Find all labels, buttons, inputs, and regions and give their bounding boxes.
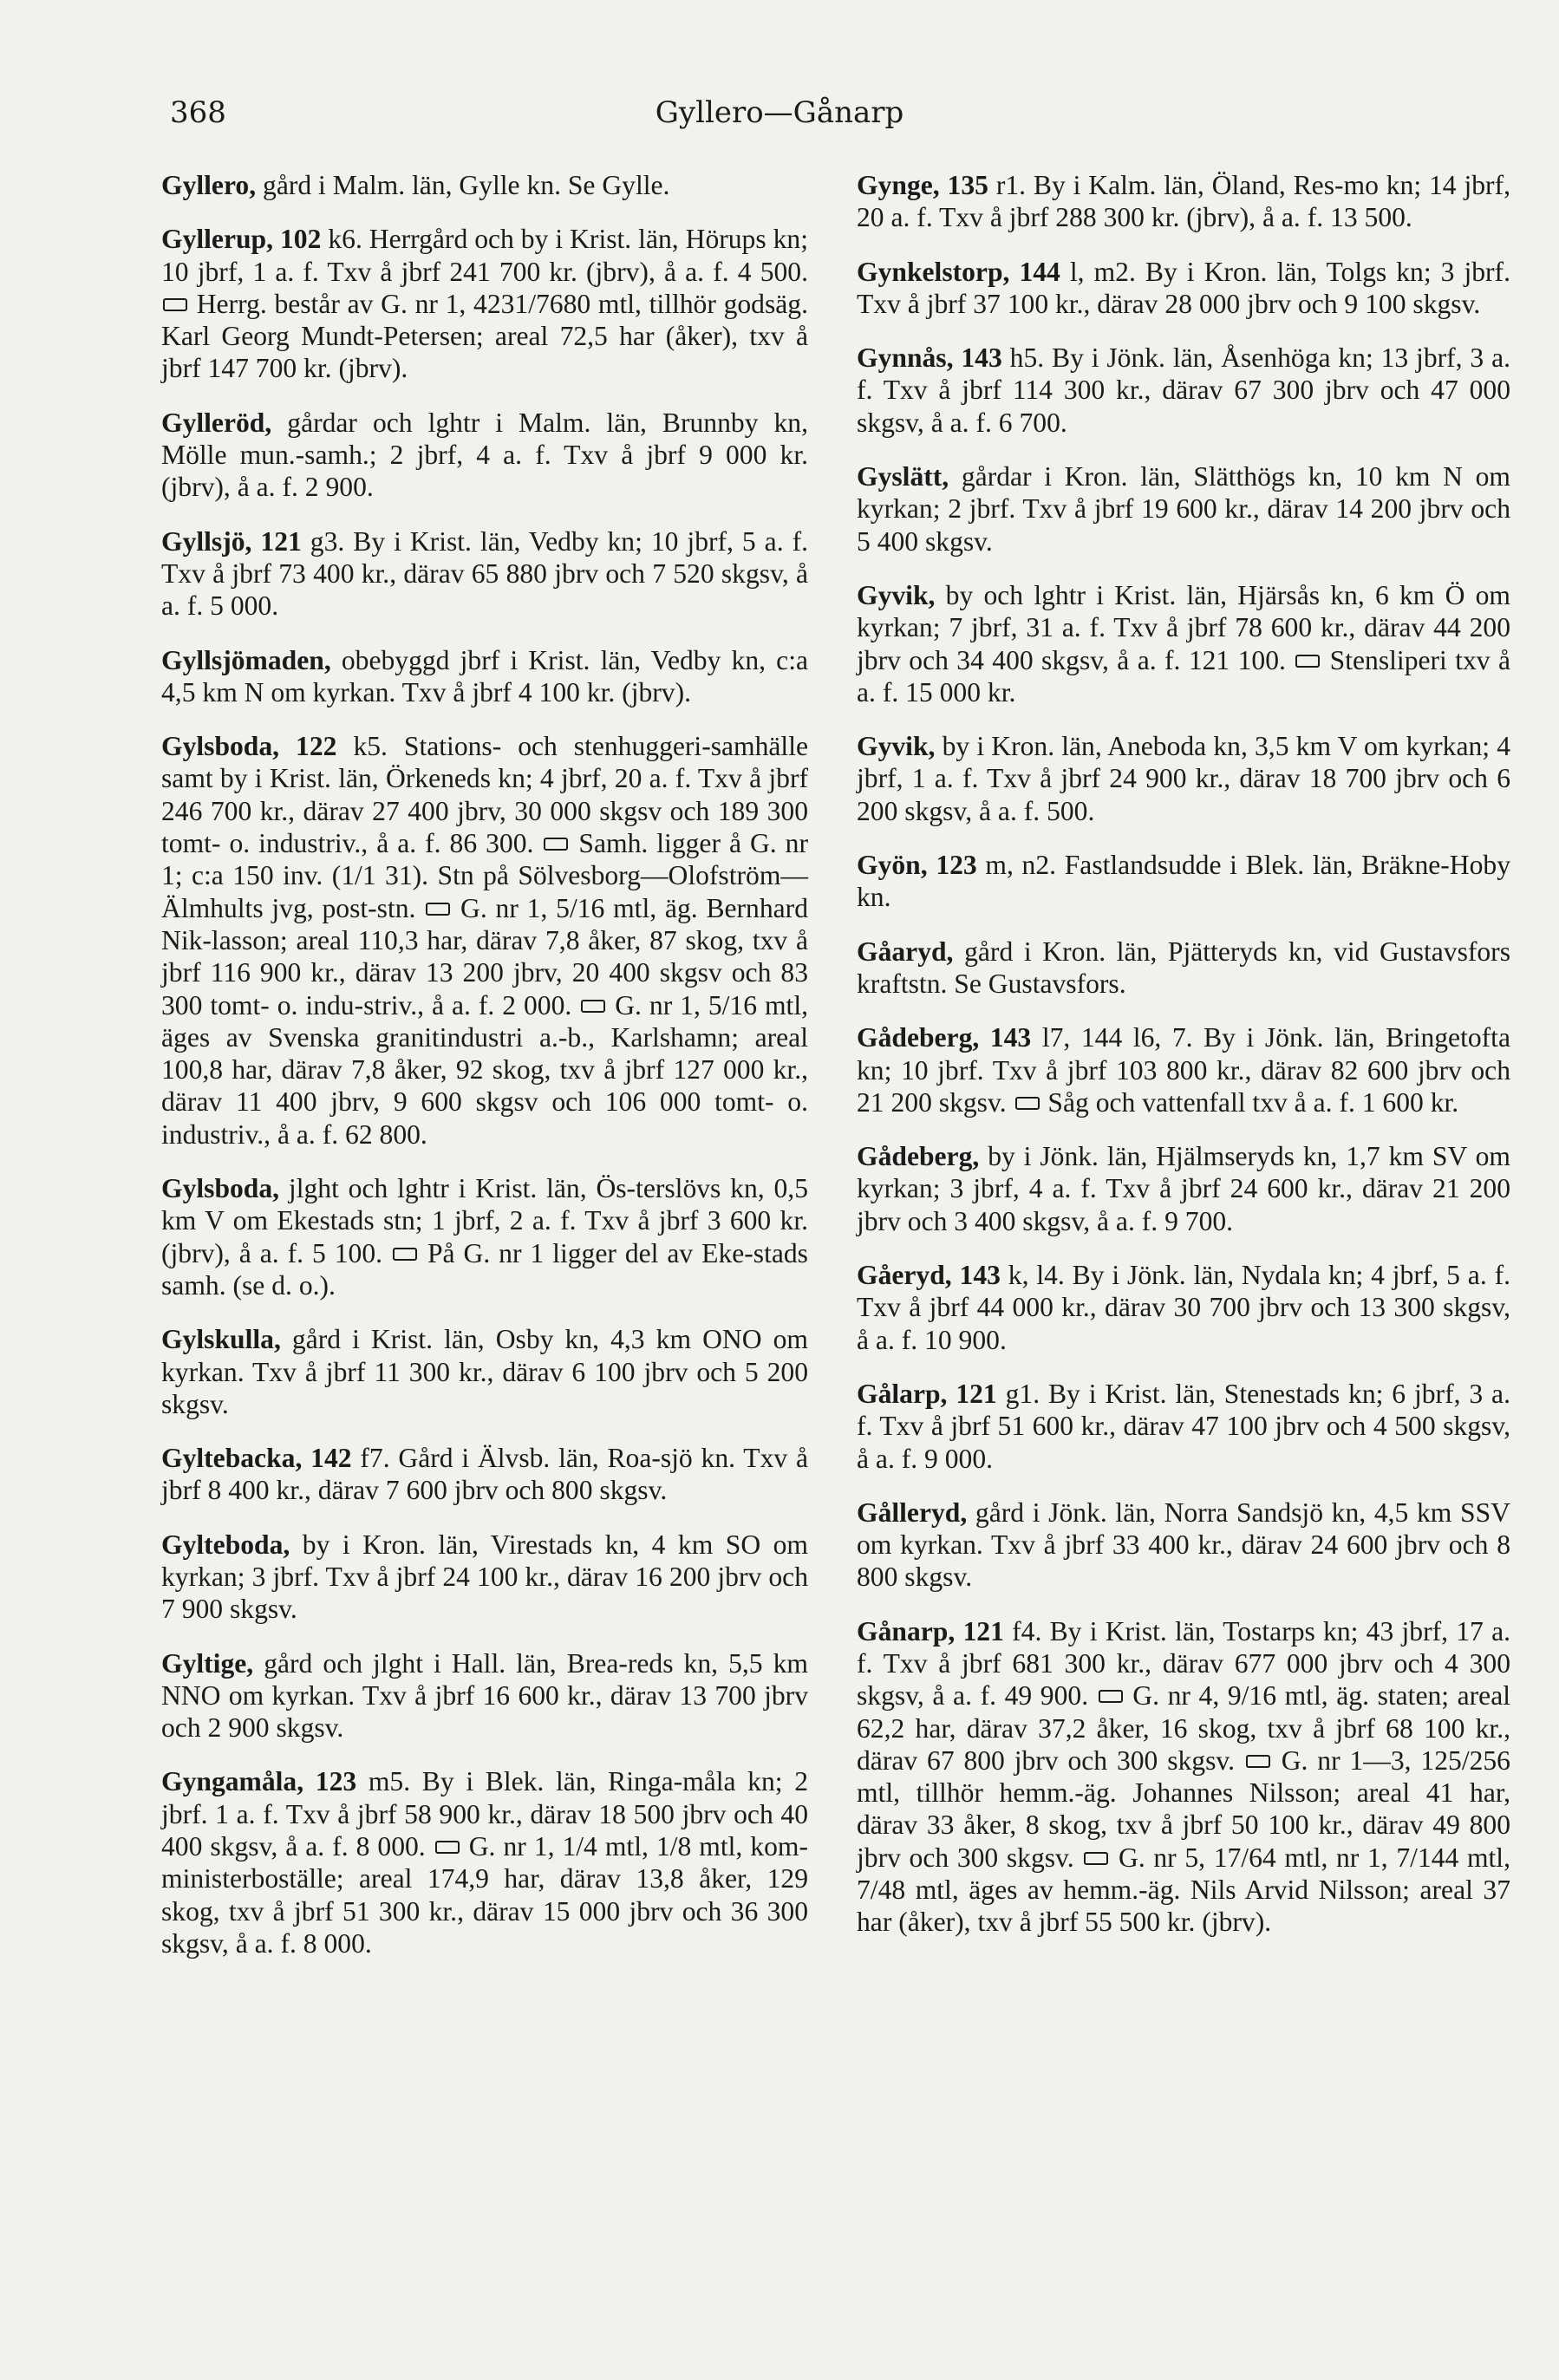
entry-headword: Gylskulla, bbox=[161, 1324, 281, 1355]
gazetteer-entry bbox=[161, 1442, 808, 1507]
gazetteer-entry bbox=[161, 644, 808, 709]
entry-text: jlght och lghtr i Krist. län, Ös-terslövs kn, 0,5 km V om Ekestads stn; 1 jbrf, 2 a. f. Txv å jbrf 3 600 kr. (jbrv), å a. f. 5 100. På G. nr 1 ligger del av Eke-stads samh. (se d. o.). bbox=[161, 1173, 808, 1301]
gazetteer-entry bbox=[161, 1529, 808, 1626]
entry-headword: Gådeberg, 143 bbox=[857, 1022, 1032, 1053]
entry-headword: Gynkelstorp, 144 bbox=[857, 256, 1060, 287]
entry-text: by i Jönk. län, Hjälmseryds kn, 1,7 km SV om kyrkan; 3 jbrf, 4 a. f. Txv å jbrf 24 600 kr., därav 21 200 jbrv och 3 400 skgsv, å a. f. 9 700. bbox=[857, 1141, 1510, 1236]
page-header bbox=[0, 95, 1559, 139]
entry-text: by i Kron. län, Aneboda kn, 3,5 km V om kyrkan; 4 jbrf, 1 a. f. Txv å jbrf 24 900 kr., därav 18 700 jbrv och 6 200 skgsv, å a. f. 500. bbox=[857, 731, 1510, 826]
gazetteer-entry bbox=[161, 1647, 808, 1744]
entry-headword: Gåaryd, bbox=[857, 936, 954, 967]
gazetteer-entry bbox=[857, 169, 1510, 234]
gazetteer-entry bbox=[161, 1765, 808, 1959]
entry-headword: Gyvik, bbox=[857, 579, 936, 610]
entry-text: l, m2. By i Kron. län, Tolgs kn; 3 jbrf. Txv å jbrf 37 100 kr., därav 28 000 jbrv och 9 100 skgsv. bbox=[857, 256, 1510, 319]
section-symbol-icon bbox=[426, 903, 450, 916]
entry-headword: Gyltebacka, 142 bbox=[161, 1443, 352, 1474]
gazetteer-entry bbox=[857, 1496, 1510, 1594]
section-symbol-icon bbox=[544, 838, 568, 851]
entry-text: l7, 144 l6, 7. By i Jönk. län, Bringetofta kn; 10 jbrf. Txv å jbrf 103 800 kr., därav 82 600 jbrv och 21 200 skgsv. Såg och vattenfall txv å a. f. 1 600 kr. bbox=[857, 1022, 1510, 1118]
running-head: Gyllero—Gånarp bbox=[655, 95, 904, 130]
gazetteer-entry bbox=[857, 1021, 1510, 1118]
gazetteer-entry bbox=[161, 169, 808, 201]
gazetteer-entry bbox=[857, 342, 1510, 439]
gazetteer-entry bbox=[857, 936, 1510, 1001]
entry-text: gård och jlght i Hall. län, Brea-reds kn, 5,5 km NNO om kyrkan. Txv å jbrf 16 600 kr., därav 13 700 jbrv och 2 900 skgsv. bbox=[161, 1647, 808, 1744]
entry-headword: Gålarp, 121 bbox=[857, 1378, 997, 1409]
entry-text: gård i Jönk. län, Norra Sandsjö kn, 4,5 km SSV om kyrkan. Txv å jbrf 33 400 kr., därav 24 600 jbrv och 8 800 skgsv. bbox=[857, 1496, 1510, 1593]
entry-headword: Gylsboda, 122 bbox=[161, 731, 337, 762]
entry-text: by i Kron. län, Virestads kn, 4 km SO om kyrkan; 3 jbrf. Txv å jbrf 24 100 kr., därav 16 200 jbrv och 7 900 skgsv. bbox=[161, 1529, 808, 1625]
entry-headword: Gyllsjömaden, bbox=[161, 644, 331, 675]
entry-text: r1. By i Kalm. län, Öland, Res-mo kn; 14 jbrf, 20 a. f. Txv å jbrf 288 300 kr. (jbrv), å a. f. 13 500. bbox=[857, 170, 1510, 233]
entry-headword: Gyngamåla, 123 bbox=[161, 1766, 357, 1797]
section-symbol-icon bbox=[581, 1000, 605, 1013]
gazetteer-entry bbox=[161, 223, 808, 384]
entry-headword: Gånarp, 121 bbox=[857, 1615, 1004, 1646]
gazetteer-entry bbox=[161, 525, 808, 623]
entry-headword: Gådeberg, bbox=[857, 1141, 980, 1172]
gazetteer-entry bbox=[857, 849, 1510, 914]
entry-text: g3. By i Krist. län, Vedby kn; 10 jbrf, 5 a. f. Txv å jbrf 73 400 kr., därav 65 880 jbrv och 7 520 skgsv, å a. f. 5 000. bbox=[161, 525, 808, 622]
entry-text: m, n2. Fastlandsudde i Blek. län, Bräkne-Hoby kn. bbox=[857, 850, 1510, 913]
entry-text: f7. Gård i Älvsb. län, Roa-sjö kn. Txv å jbrf 8 400 kr., därav 7 600 jbrv och 800 skgsv. bbox=[161, 1443, 808, 1506]
gazetteer-entry bbox=[161, 1172, 808, 1301]
entry-text: k, l4. By i Jönk. län, Nydala kn; 4 jbrf, 5 a. f. Txv å jbrf 44 000 kr., därav 30 700 jbrv och 13 300 skgsv, å a. f. 10 900. bbox=[857, 1260, 1510, 1355]
entry-headword: Gyön, 123 bbox=[857, 850, 977, 881]
section-symbol-icon bbox=[435, 1841, 460, 1854]
entry-text: f4. By i Krist. län, Tostarps kn; 43 jbrf, 17 a. f. Txv å jbrf 681 300 kr., därav 677 000 jbrv och 4 300 skgsv, å a. f. 49 900. G. nr 4, 9/16 mtl, äg. staten; areal 62,2 har, därav 37,2 åker, 16 skog, txv å jbrf 68 100 kr., därav 67 800 jbrv och 300 skgsv. G. nr 1—3, 125/256 mtl, tillhör hemm.-äg. Johannes Nilsson; areal 41 har, därav 33 åker, 8 skog, txv å jbrf 50 100 kr., därav 49 800 jbrv och 300 skgsv. G. nr 5, 17/64 mtl, nr 1, 7/144 mtl, 7/48 mtl, äges av hemm.-äg. Nils Arvid Nilsson; areal 37 har (åker), txv å jbrf 55 500 kr. (jbrv). bbox=[857, 1615, 1511, 1938]
entry-headword: Gylteboda, bbox=[161, 1529, 290, 1560]
page-number: 368 bbox=[170, 95, 226, 130]
entry-text: by och lghtr i Krist. län, Hjärsås kn, 6 km Ö om kyrkan; 7 jbrf, 31 a. f. Txv å jbrf 78 600 kr., därav 44 200 jbrv och 34 400 skgsv, å a. f. 121 100. Stensliperi txv å a. f. 15 000 kr. bbox=[857, 579, 1510, 707]
section-symbol-icon bbox=[1246, 1755, 1270, 1768]
entry-text: gård i Krist. län, Osby kn, 4,3 km ONO om kyrkan. Txv å jbrf 11 300 kr., därav 6 100 jbrv och 5 200 skgsv. bbox=[161, 1324, 808, 1419]
entry-headword: Gyltige, bbox=[161, 1647, 254, 1679]
section-symbol-icon bbox=[163, 298, 187, 311]
left-column bbox=[161, 169, 808, 1981]
entry-text: m5. By i Blek. län, Ringa-måla kn; 2 jbrf. 1 a. f. Txv å jbrf 58 900 kr., därav 18 500 jbrv och 40 400 skgsv, å a. f. 8 000. G. nr 1, 1/4 mtl, 1/8 mtl, kom-ministerboställe; areal 174,9 har, därav 13,8 åker, 129 skog, txv å jbrf 51 300 kr., därav 15 000 jbrv och 36 300 skgsv, å a. f. 8 000. bbox=[161, 1766, 809, 1959]
entry-headword: Gynnås, 143 bbox=[857, 342, 1002, 374]
gazetteer-entry bbox=[857, 1378, 1510, 1475]
gazetteer-entry bbox=[161, 730, 808, 1151]
entry-text: g1. By i Krist. län, Stenestads kn; 6 jbrf, 3 a. f. Txv å jbrf 51 600 kr., därav 47 100 jbrv och 4 500 skgsv, å a. f. 9 000. bbox=[857, 1378, 1510, 1474]
gazetteer-entry bbox=[857, 1259, 1510, 1356]
entry-headword: Gyvik, bbox=[857, 731, 936, 762]
entry-headword: Gyslätt, bbox=[857, 461, 949, 492]
gazetteer-entry bbox=[857, 1615, 1510, 1939]
entry-text: gårdar och lghtr i Malm. län, Brunnby kn, Mölle mun.-samh.; 2 jbrf, 4 a. f. Txv å jbrf 9 000 kr. (jbrv), å a. f. 2 900. bbox=[161, 407, 808, 503]
gazetteer-entry bbox=[161, 407, 808, 504]
gazetteer-entry bbox=[857, 460, 1510, 558]
entry-headword: Gålleryd, bbox=[857, 1496, 968, 1528]
entry-text: k5. Stations- och stenhuggeri-samhälle samt by i Krist. län, Örkeneds kn; 4 jbrf, 20 a. f. Txv å jbrf 246 700 kr., därav 27 400 jbrv, 30 000 skgsv och 189 300 tomt- o. industriv., å a. f. 86 300. Samh. ligger å G. nr 1; c:a 150 inv. (1/1 31). Stn på Sölvesborg—Olofström—Älmhults jvg, post-stn. G. nr 1, 5/16 mtl, äg. Bernhard Nik-lasson; areal 110,3 har, därav 7,8 åker, 87 skog, txv å jbrf 116 900 kr., därav 13 200 jbrv, 20 400 skgsv och 83 300 tomt- o. indu-striv., å a. f. 2 000. G. nr 1, 5/16 mtl, äges av Svenska granitindustri a.-b., Karlshamn; areal 100,8 har, därav 7,8 åker, 92 skog, txv å jbrf 127 000 kr., därav 11 400 jbrv, 9 600 skgsv och 106 000 tomt- o. industriv., å a. f. 62 800. bbox=[161, 731, 809, 1150]
section-symbol-icon bbox=[1015, 1097, 1040, 1110]
section-symbol-icon bbox=[1099, 1690, 1123, 1703]
gazetteer-entry bbox=[857, 579, 1510, 708]
entry-text: h5. By i Jönk. län, Åsenhöga kn; 13 jbrf, 3 a. f. Txv å jbrf 114 300 kr., därav 67 300 jbrv och 47 000 skgsv, å a. f. 6 700. bbox=[857, 342, 1511, 438]
entry-text: gård i Kron. län, Pjätteryds kn, vid Gustavsfors kraftstn. Se Gustavsfors. bbox=[857, 936, 1510, 999]
entry-headword: Gyllsjö, 121 bbox=[161, 525, 302, 557]
right-column bbox=[857, 169, 1510, 1960]
entry-text: gårdar i Kron. län, Slätthögs kn, 10 km N om kyrkan; 2 jbrf. Txv å jbrf 19 600 kr., därav 14 200 jbrv och 5 400 skgsv. bbox=[857, 461, 1510, 557]
entry-text: obebyggd jbrf i Krist. län, Vedby kn, c:a 4,5 km N om kyrkan. Txv å jbrf 4 100 kr. (jbrv). bbox=[161, 644, 808, 707]
section-symbol-icon bbox=[1295, 655, 1320, 668]
gazetteer-entry bbox=[857, 1140, 1510, 1237]
section-symbol-icon bbox=[393, 1248, 417, 1261]
gazetteer-entry bbox=[857, 256, 1510, 321]
gazetteer-entry bbox=[857, 730, 1510, 827]
entry-headword: Gåeryd, 143 bbox=[857, 1260, 1001, 1291]
entry-headword: Gynge, 135 bbox=[857, 170, 988, 200]
entry-headword: Gylsboda, bbox=[161, 1173, 280, 1204]
entry-headword: Gylleröd, bbox=[161, 407, 272, 438]
section-symbol-icon bbox=[1084, 1852, 1108, 1865]
entry-text: k6. Herrgård och by i Krist. län, Hörups kn; 10 jbrf, 1 a. f. Txv å jbrf 241 700 kr. (jbrv), å a. f. 4 500. Herrg. består av G. nr 1, 4231/7680 mtl, tillhör godsäg. Karl Georg Mundt-Petersen; areal 72,5 har (åker), txv å jbrf 147 700 kr. (jbrv). bbox=[161, 224, 808, 384]
gazetteer-entry bbox=[161, 1323, 808, 1420]
entry-headword: Gyllero, bbox=[161, 170, 257, 200]
entry-headword: Gyllerup, 102 bbox=[161, 224, 322, 255]
entry-text: gård i Malm. län, Gylle kn. Se Gylle. bbox=[263, 170, 670, 200]
